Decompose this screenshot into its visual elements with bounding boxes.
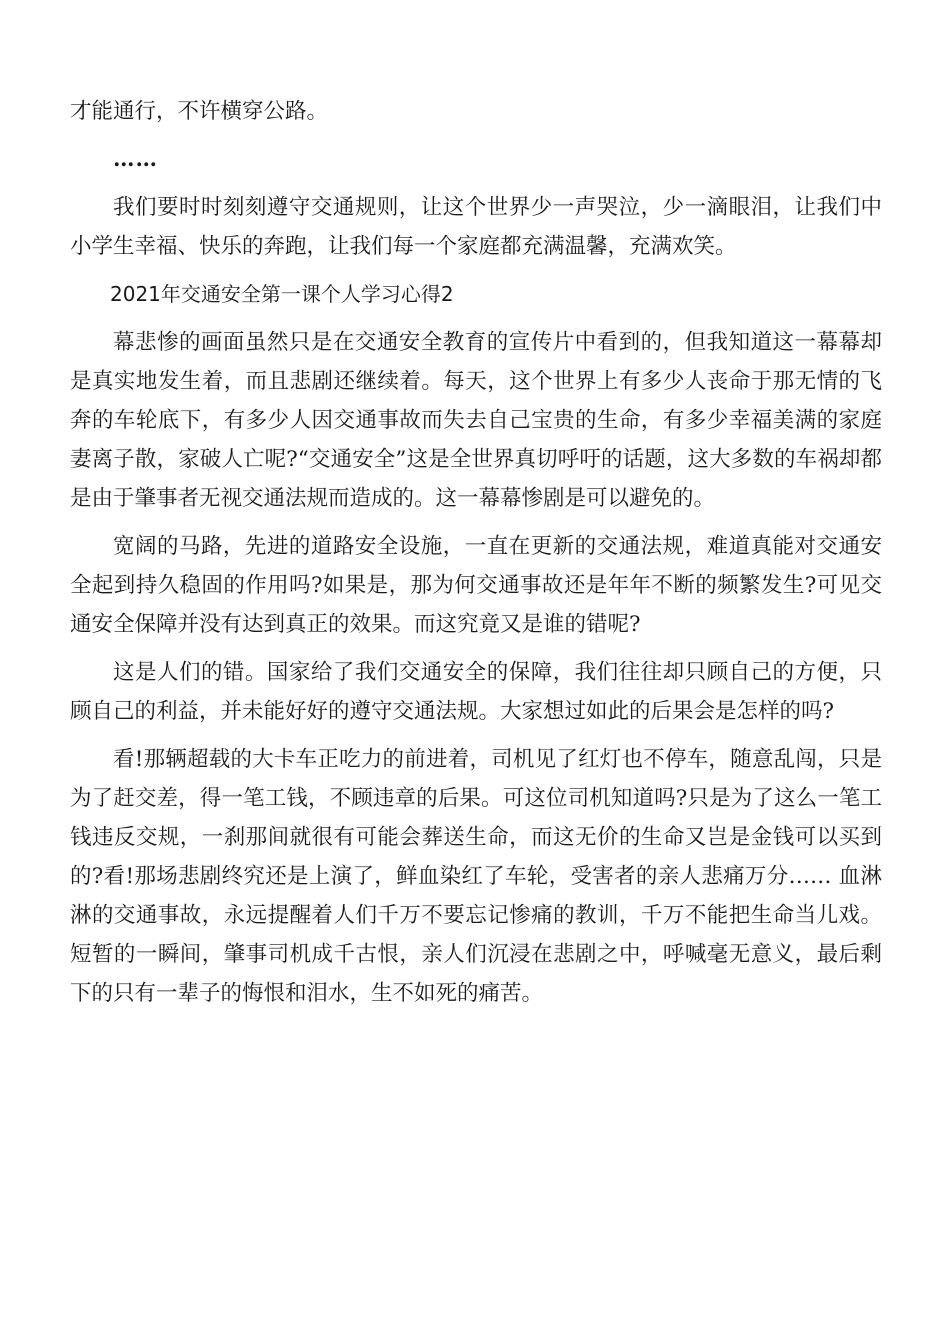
paragraph-continuation: 才能通行，不许横穿公路。 — [70, 99, 329, 124]
paragraph-body: 幕悲惨的画面虽然只是在交通安全教育的宣传片中看到的，但我知道这一幕幕却是真实地发生着，而且悲剧还继续着。每天，这个世界上有多少人丧命于那无情的飞奔的车轮底下，有多少人因交通事故而失去自己宝贵的生命，有多少幸福美满的家庭妻离子散，家破人亡呢?“交通安全”这是全世界真切呼吁的话题，这大多数的车祸却都是由于肇事者无视交通法规而造成的。这一幕幕惨剧是可以避免的。 — [70, 330, 882, 511]
paragraph-body: 看!那辆超载的大卡车正吃力的前进着，司机见了红灯也不停车，随意乱闯，只是为了赶交差，得一笔工钱，不顾违章的后果。可这位司机知道吗?只是为了这么一笔工钱违反交规，一刹那间就很有可能会葬送生命，而这无价的生命又岂是金钱可以买到的?看!那场悲剧终究还是上演了，鲜血染红了车轮，受害者的亲人悲痛万分…… 血淋淋的交通事故，永远提醒着人们千万不要忘记惨痛的教训，千万不能把生命当儿戏。短暂的一瞬间，肇事司机成千古恨，亲人们沉浸在悲剧之中，呼喊毫无意义，最后剩下的只有一辈子的悔恨和泪水，生不如死的痛苦。 — [70, 747, 882, 1006]
document-page — [70, 92, 882, 1022]
paragraph-body: 这是人们的错。国家给了我们交通安全的保障，我们往往却只顾自己的方便，只顾自己的利益，并未能好好的遵守交通法规。大家想过如此的后果会是怎样的吗? — [70, 660, 882, 724]
paragraph-ellipsis: …… — [113, 147, 158, 172]
section-heading: 2021年交通安全第一课个人学习心得2 — [110, 282, 454, 306]
paragraph-conclusion: 我们要时时刻刻遵守交通规则，让这个世界少一声哭泣，少一滴眼泪，让我们中小学生幸福、快乐的奔跑，让我们每一个家庭都充满温馨，充满欢笑。 — [70, 195, 882, 259]
paragraph-body: 宽阔的马路，先进的道路安全设施，一直在更新的交通法规，难道真能对交通安全起到持久稳固的作用吗?如果是，那为何交通事故还是年年不断的频繁发生?可见交通安全保障并没有达到真正的效果。而这究竟又是谁的错呢? — [70, 534, 882, 637]
